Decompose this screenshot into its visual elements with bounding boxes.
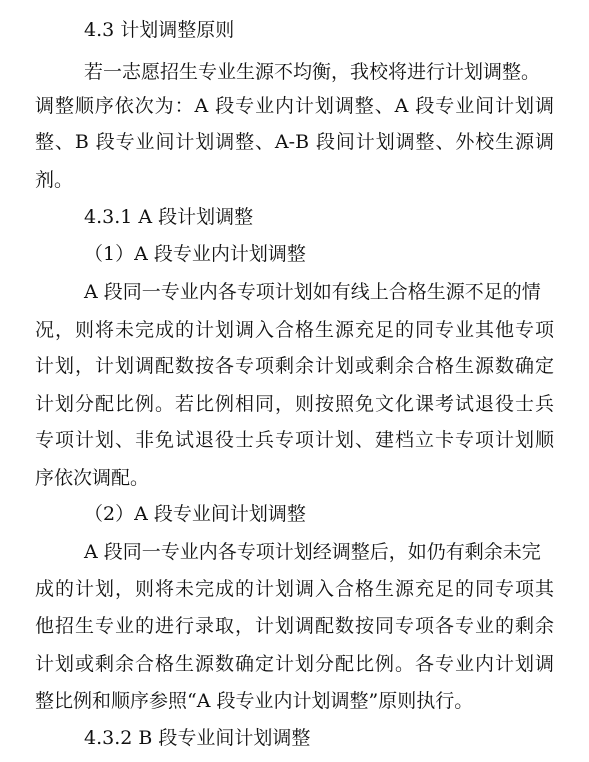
paragraph-line: 整、B 段专业间计划调整、A-B 段间计划调整、外校生源调 — [35, 131, 554, 153]
paragraph-line: 整比例和顺序参照“A 段专业内计划调整”原则执行。 — [35, 690, 474, 712]
paragraph-line: 计划或剩余合格生源数确定计划分配比例。各专业内计划调 — [35, 653, 554, 675]
paragraph-line: 计划，计划调配数按各专项剩余计划或剩余合格生源数确定 — [35, 355, 554, 377]
paragraph-line: 剂。 — [35, 169, 74, 191]
section-heading-4-3: 4.3 计划调整原则 — [84, 19, 235, 41]
paragraph-line: 若一志愿招生专业生源不均衡，我校将进行计划调整。 — [84, 61, 541, 83]
section-heading-4-3-2: 4.3.2 B 段专业间计划调整 — [84, 727, 311, 749]
paragraph-line: 计划分配比例。若比例相同，则按照免文化课考试退役士兵 — [35, 393, 554, 415]
subsection-title: （2）A 段专业间计划调整 — [84, 503, 306, 525]
paragraph-line: 调整顺序依次为：A 段专业内计划调整、A 段专业间计划调 — [35, 95, 554, 117]
paragraph-line: A 段同一专业内各专项计划如有线上合格生源不足的情 — [84, 281, 541, 303]
paragraph-line: 成的计划，则将未完成的计划调入合格生源充足的同专项其 — [35, 578, 554, 600]
paragraph-line: 况，则将未完成的计划调入合格生源充足的同专业其他专项 — [35, 319, 554, 341]
paragraph-line: 序依次调配。 — [35, 467, 150, 489]
subsection-title: （1）A 段专业内计划调整 — [84, 243, 306, 265]
paragraph-line: A 段同一专业内各专项计划经调整后，如仍有剩余未完 — [84, 541, 541, 563]
paragraph-line: 他招生专业的进行录取，计划调配数按同专项各专业的剩余 — [35, 615, 554, 637]
paragraph-line: 专项计划、非免试退役士兵专项计划、建档立卡专项计划顺 — [35, 429, 554, 451]
section-heading-4-3-1: 4.3.1 A 段计划调整 — [84, 206, 254, 228]
